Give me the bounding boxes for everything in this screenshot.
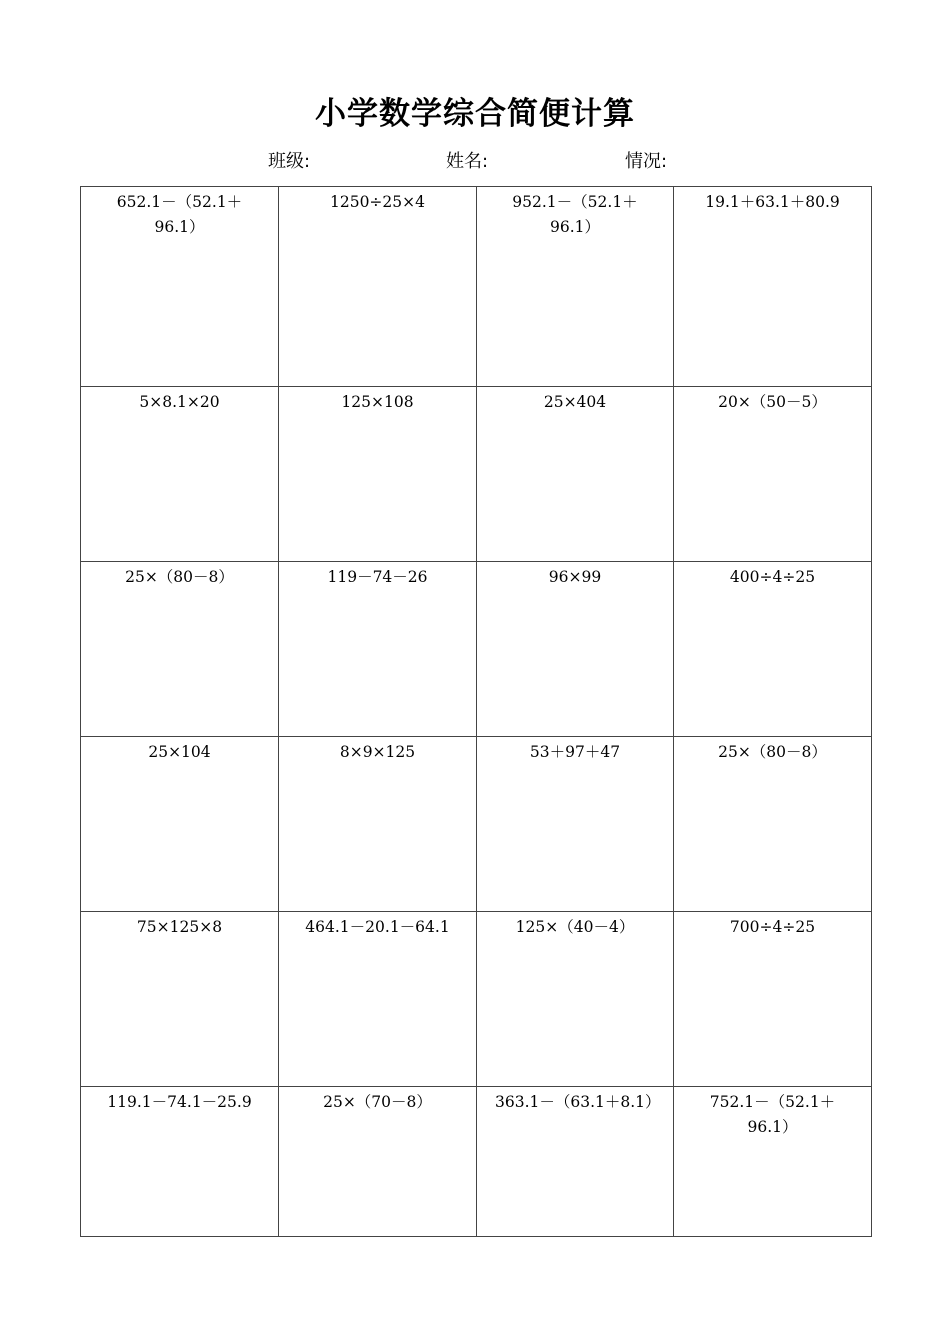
problem-cell <box>477 562 674 737</box>
problem-text: 464.1－20.1－64.1 <box>305 918 450 936</box>
problem-text: 25×104 <box>148 743 211 761</box>
problem-text: 1250÷25×4 <box>329 193 425 211</box>
problem-cell <box>279 187 477 387</box>
problem-text: 952.1－（52.1＋96.1） <box>512 193 638 236</box>
problem-text: 125×108 <box>341 393 414 411</box>
problem-row <box>81 562 872 737</box>
problem-text: 125×（40－4） <box>515 918 635 936</box>
problem-text: 96×99 <box>548 568 602 586</box>
status-label: 情况: <box>625 151 668 172</box>
problem-cell <box>674 912 872 1087</box>
problem-row <box>81 187 872 387</box>
problem-row <box>81 387 872 562</box>
problem-cell <box>477 912 674 1087</box>
problem-text: 5×8.1×20 <box>139 393 220 411</box>
problem-text: 752.1－（52.1＋96.1） <box>709 1093 836 1136</box>
problem-row <box>81 912 872 1087</box>
problem-cell <box>674 387 872 562</box>
problem-text: 25×（70－8） <box>323 1093 432 1111</box>
problem-cell <box>674 737 872 912</box>
name-label: 姓名: <box>446 151 489 172</box>
problem-text: 25×（80－8） <box>125 568 234 586</box>
problem-cell <box>81 187 279 387</box>
problem-cell <box>674 1087 872 1237</box>
problem-cell <box>477 387 674 562</box>
problem-cell <box>674 562 872 737</box>
problem-text: 75×125×8 <box>136 918 223 936</box>
problem-row <box>81 737 872 912</box>
problem-text: 53＋97＋47 <box>529 743 621 761</box>
problem-cell <box>81 912 279 1087</box>
worksheet-title: 小学数学综合简便计算 <box>315 96 635 132</box>
problem-cell <box>477 737 674 912</box>
problem-text: 652.1－（52.1＋96.1） <box>116 193 243 236</box>
problem-cell <box>81 387 279 562</box>
problem-cell <box>674 187 872 387</box>
problem-text: 400÷4÷25 <box>729 568 816 586</box>
problem-text: 363.1－（63.1＋8.1） <box>495 1093 661 1111</box>
problem-cell <box>279 737 477 912</box>
problem-text: 8×9×125 <box>339 743 416 761</box>
problem-text: 20×（50－5） <box>718 393 827 411</box>
problem-row <box>81 1087 872 1237</box>
problem-cell <box>279 912 477 1087</box>
problem-cell <box>81 562 279 737</box>
problem-text: 119.1－74.1－25.9 <box>107 1093 252 1111</box>
problem-cell <box>279 387 477 562</box>
problem-grid <box>80 186 872 1237</box>
problem-text: 25×（80－8） <box>718 743 827 761</box>
problem-cell <box>81 1087 279 1237</box>
problem-text: 19.1＋63.1＋80.9 <box>705 193 840 211</box>
problem-cell <box>81 737 279 912</box>
problem-text: 25×404 <box>543 393 607 411</box>
problem-cell <box>477 187 674 387</box>
problem-cell <box>279 1087 477 1237</box>
problem-cell <box>477 1087 674 1237</box>
problem-text: 119－74－26 <box>327 568 428 586</box>
problem-cell <box>279 562 477 737</box>
problem-text: 700÷4÷25 <box>729 918 816 936</box>
class-label: 班级: <box>268 151 311 172</box>
